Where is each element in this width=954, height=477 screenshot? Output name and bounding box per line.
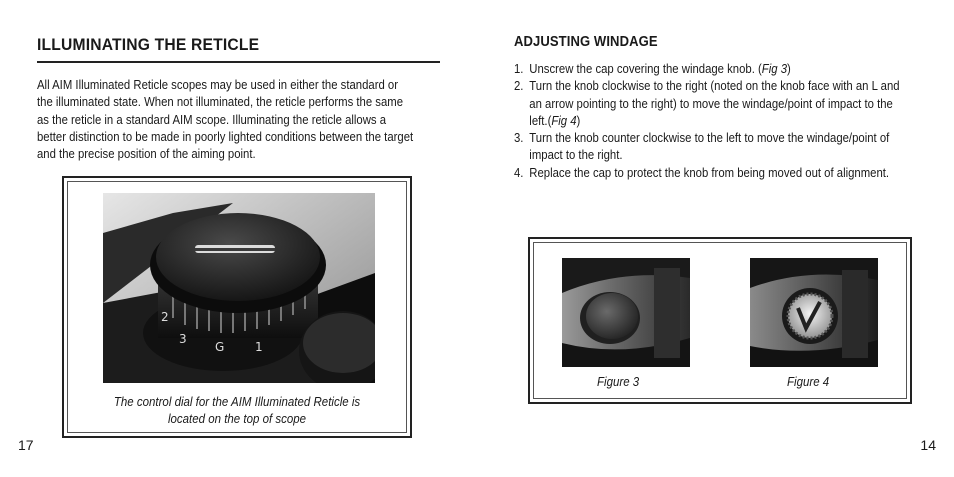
figure-3-caption: Figure 3 [597,375,640,389]
step-text: Replace the cap to protect the knob from being moved out of alignment. [529,165,890,180]
step-number: 1. [514,62,524,76]
step-number: 4. [514,165,524,180]
step-fig-ref: Fig 4 [551,113,577,128]
step-text: Unscrew the cap covering the windage knob. ( [529,62,762,76]
step-text-end: ) [786,62,791,76]
step-fig-ref: Fig 3 [761,62,787,76]
figure-4-caption: Figure 4 [787,375,830,389]
step-item [514,130,910,165]
step-text-end: ) [576,113,581,128]
control-dial-photo [103,193,375,383]
intro-paragraph: All AIM Illuminated Reticle scopes may be used in either the standard or the illuminated state. When not illuminated, the reticle performs the same as the reticle in a standard AIM scope. Illuminating the reticle allows a better distinction to be made in poorly lighted conditions between the target and the precise position of the aiming point. [37,78,414,162]
step-item [514,78,910,130]
dial-number-3: 3 [179,332,187,346]
step-number: 3. [514,131,524,146]
step-number: 2. [514,79,524,94]
page-number-left: 17 [18,437,34,453]
page-number-right: 14 [920,437,936,453]
heading-rule [37,61,440,63]
figure-4-photo [750,258,878,367]
figure-3-photo [562,258,690,367]
section-heading-windage: ADJUSTING WINDAGE [514,34,658,50]
step-text: Turn the knob counter clockwise to the left to move the windage/point of impact to the right. [529,131,890,163]
step-item [514,165,910,182]
section-heading-illuminating: ILLUMINATING THE RETICLE [37,35,260,54]
step-text: Turn the knob clockwise to the right (noted on the knob face with an L and an arrow pointing to the right) to move the windage/point of impact to the left.( [529,79,900,128]
windage-steps-list [514,61,910,182]
right-page [477,0,954,477]
photo-caption: The control dial for the AIM Illuminated Reticle is located on the top of scope [113,395,361,426]
dial-number-1: 1 [255,340,263,354]
dial-number-2: 2 [161,310,169,324]
step-item [514,61,910,78]
dial-letter-g: G [215,340,225,354]
